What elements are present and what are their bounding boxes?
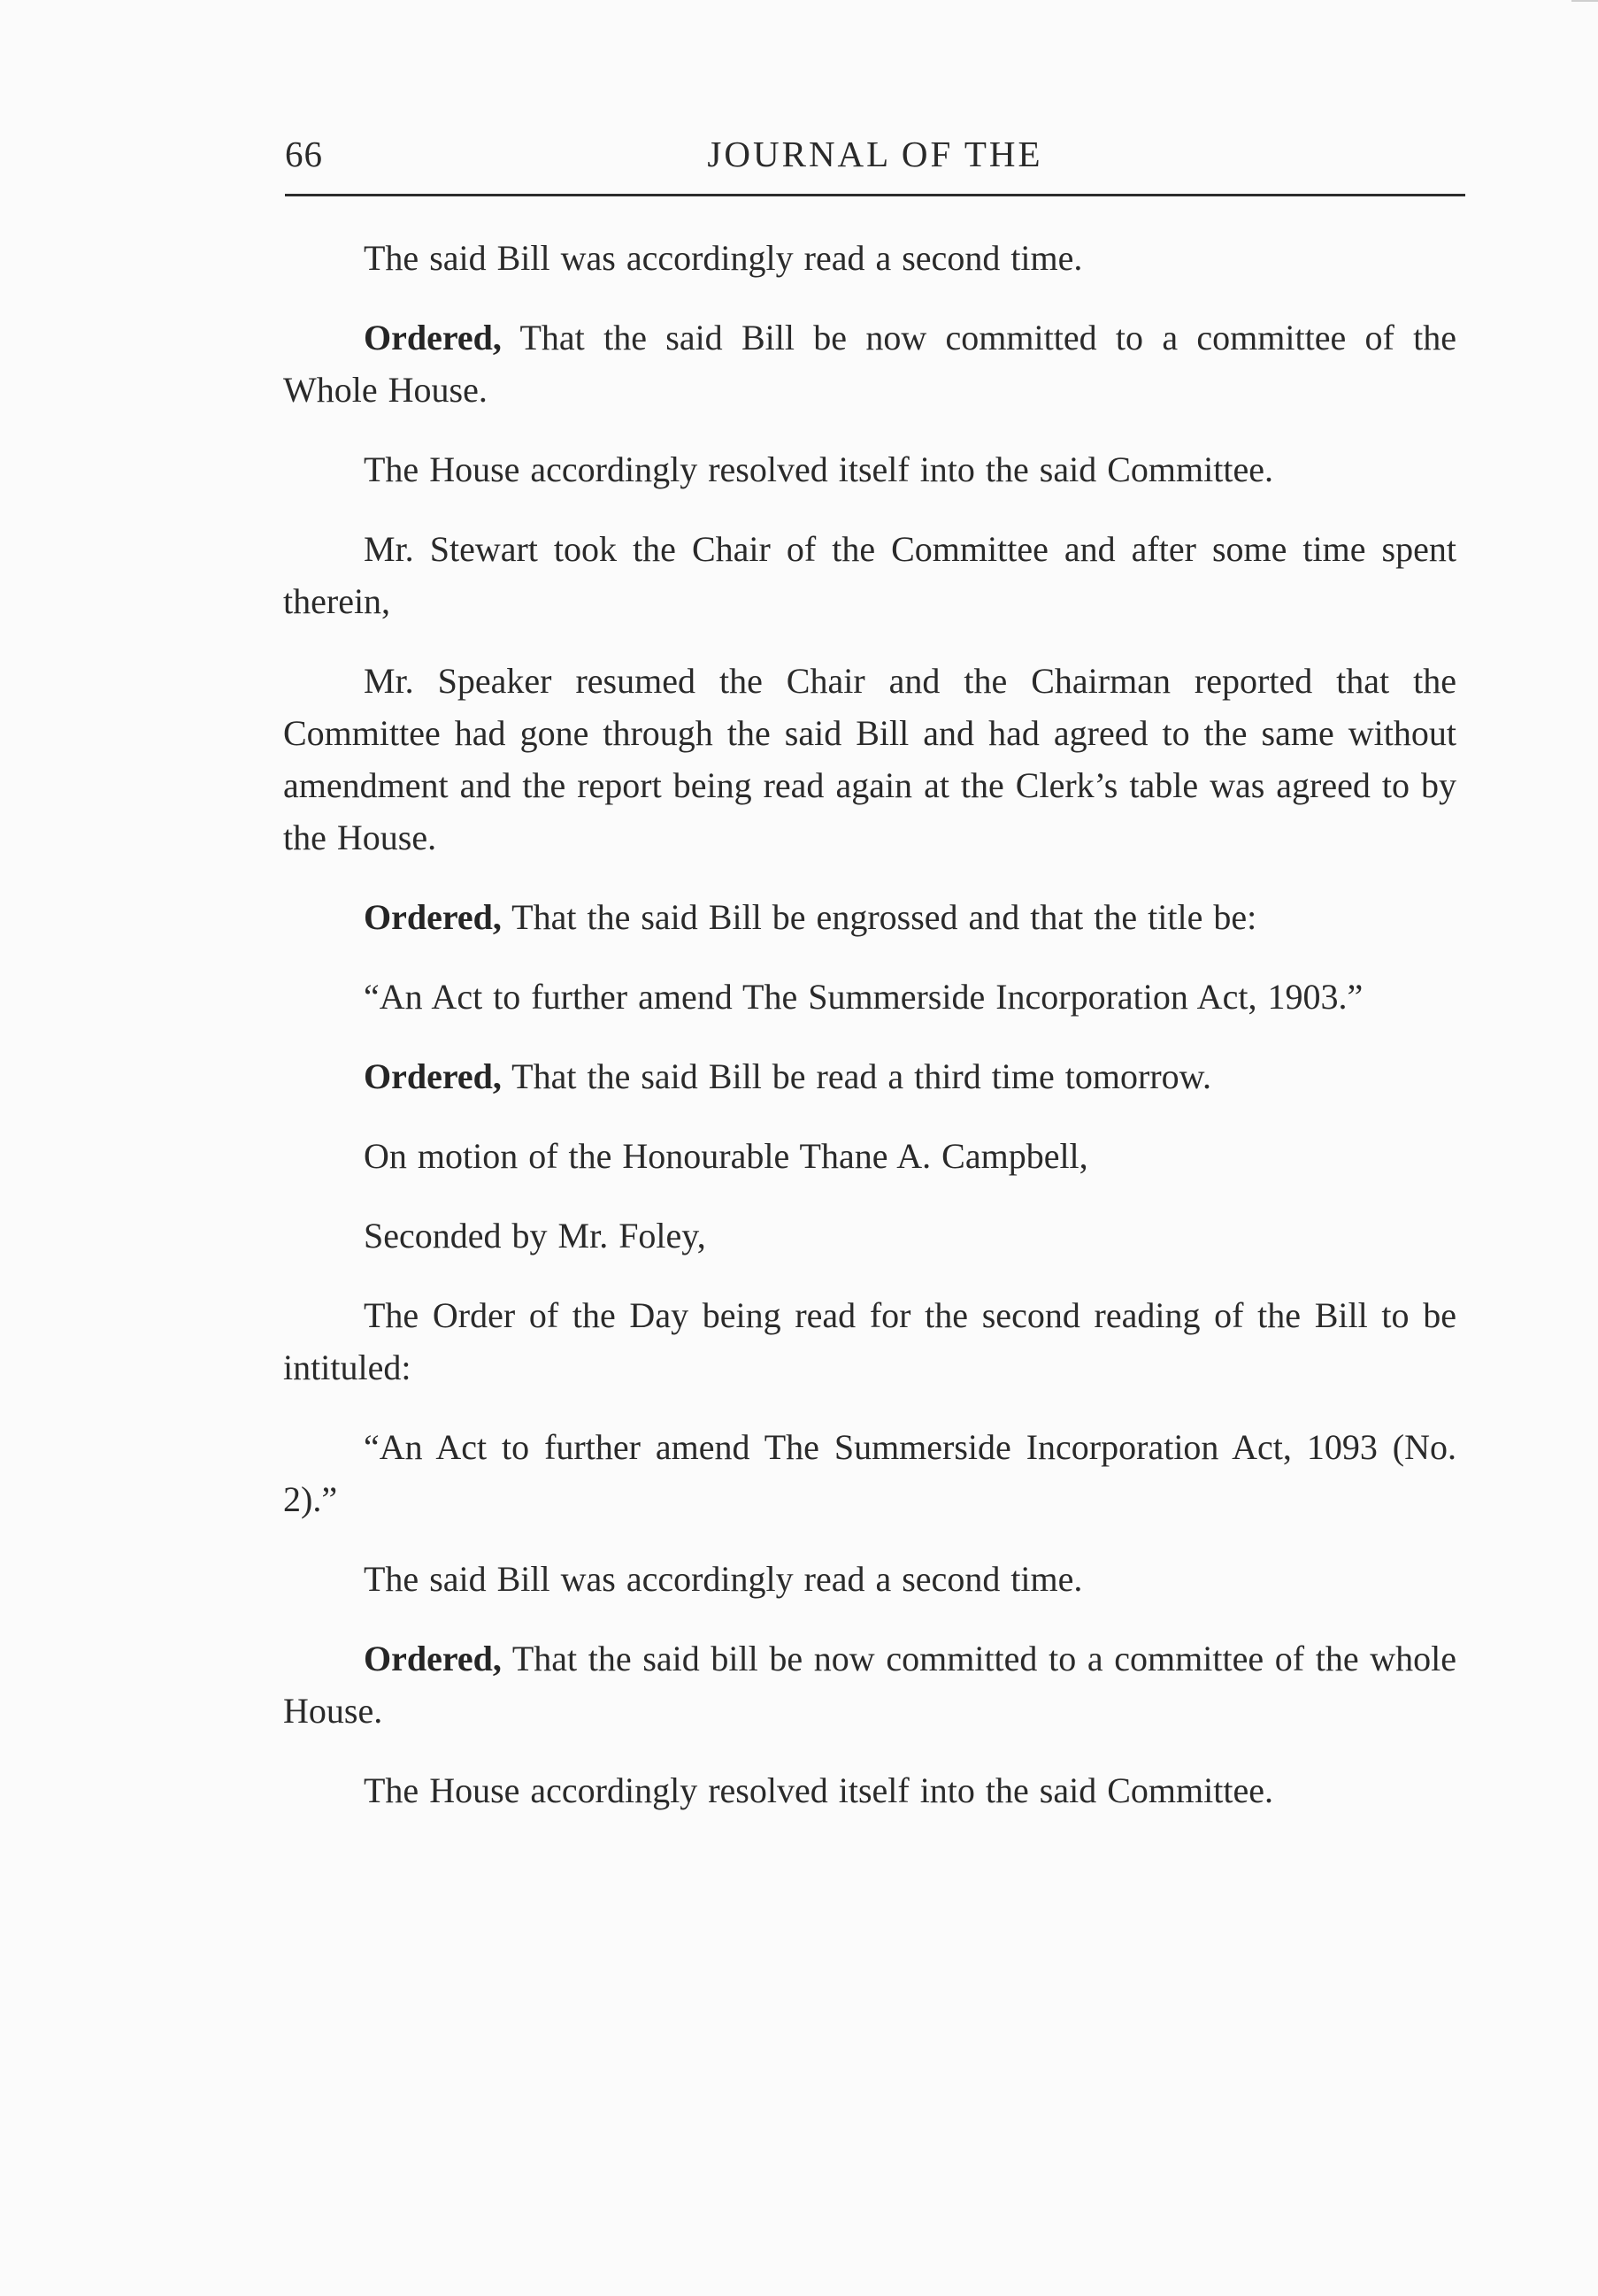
page-number: 66: [285, 134, 323, 174]
paragraph-lead: Ordered,: [364, 1056, 502, 1096]
paragraph-text: On motion of the Honourable Thane A. Campbell,: [364, 1136, 1088, 1176]
paragraph-lead: Ordered,: [364, 318, 502, 357]
paragraph: [283, 1050, 1456, 1102]
paragraph-text: Seconded by Mr. Foley,: [364, 1216, 706, 1256]
paragraph: [283, 1289, 1456, 1394]
paragraph: [283, 891, 1456, 943]
paragraph: [283, 1130, 1456, 1182]
journal-body: [283, 232, 1456, 1844]
paragraph-text: That the said Bill be now committed to a committee of the Whole House.: [283, 318, 1456, 410]
paragraph-text: The Order of the Day being read for the second reading of the Bill to be intituled:: [283, 1295, 1456, 1387]
header-rule: [285, 194, 1465, 196]
paragraph: [283, 1209, 1456, 1262]
paragraph-text: The said Bill was accordingly read a second time.: [364, 238, 1083, 278]
paragraph-text: The House accordingly resolved itself into the said Committee.: [364, 449, 1273, 489]
paragraph: [283, 971, 1456, 1023]
paragraph: [283, 523, 1456, 627]
paragraph-text: Mr. Speaker resumed the Chair and the Chairman reported that the Committee had gone through the said Bill and had agreed to the same without amendment and the report being read again at the Clerk’s table was agreed to by the House.: [283, 661, 1456, 857]
paragraph: [283, 232, 1456, 284]
paragraph-text: Mr. Stewart took the Chair of the Committee and after some time spent therein,: [283, 529, 1456, 621]
paragraph: [283, 1421, 1456, 1525]
paragraph: [283, 311, 1456, 416]
paragraph-text: The House accordingly resolved itself into the said Committee.: [364, 1770, 1273, 1810]
paragraph: [283, 655, 1456, 864]
scan-edge-mark: [1571, 0, 1598, 2]
paragraph-lead: Ordered,: [364, 897, 502, 937]
paragraph: [283, 1764, 1456, 1816]
paragraph-text: That the said bill be now committed to a committee of the whole House.: [283, 1639, 1456, 1731]
paragraph: [283, 1632, 1456, 1737]
paragraph-text: That the said Bill be engrossed and that the title be:: [501, 897, 1257, 937]
page-header: [285, 124, 1465, 186]
paragraph-text: “An Act to further amend The Summerside Incorporation Act, 1903.”: [364, 977, 1364, 1017]
paragraph-text: “An Act to further amend The Summerside Incorporation Act, 1093 (No. 2).”: [283, 1427, 1456, 1519]
paragraph-text: That the said Bill be read a third time tomorrow.: [501, 1056, 1211, 1096]
paragraph: [283, 1553, 1456, 1605]
paragraph: [283, 443, 1456, 495]
paragraph-text: The said Bill was accordingly read a second time.: [364, 1559, 1083, 1599]
running-head: JOURNAL OF THE: [707, 134, 1043, 174]
paragraph-lead: Ordered,: [364, 1639, 502, 1678]
